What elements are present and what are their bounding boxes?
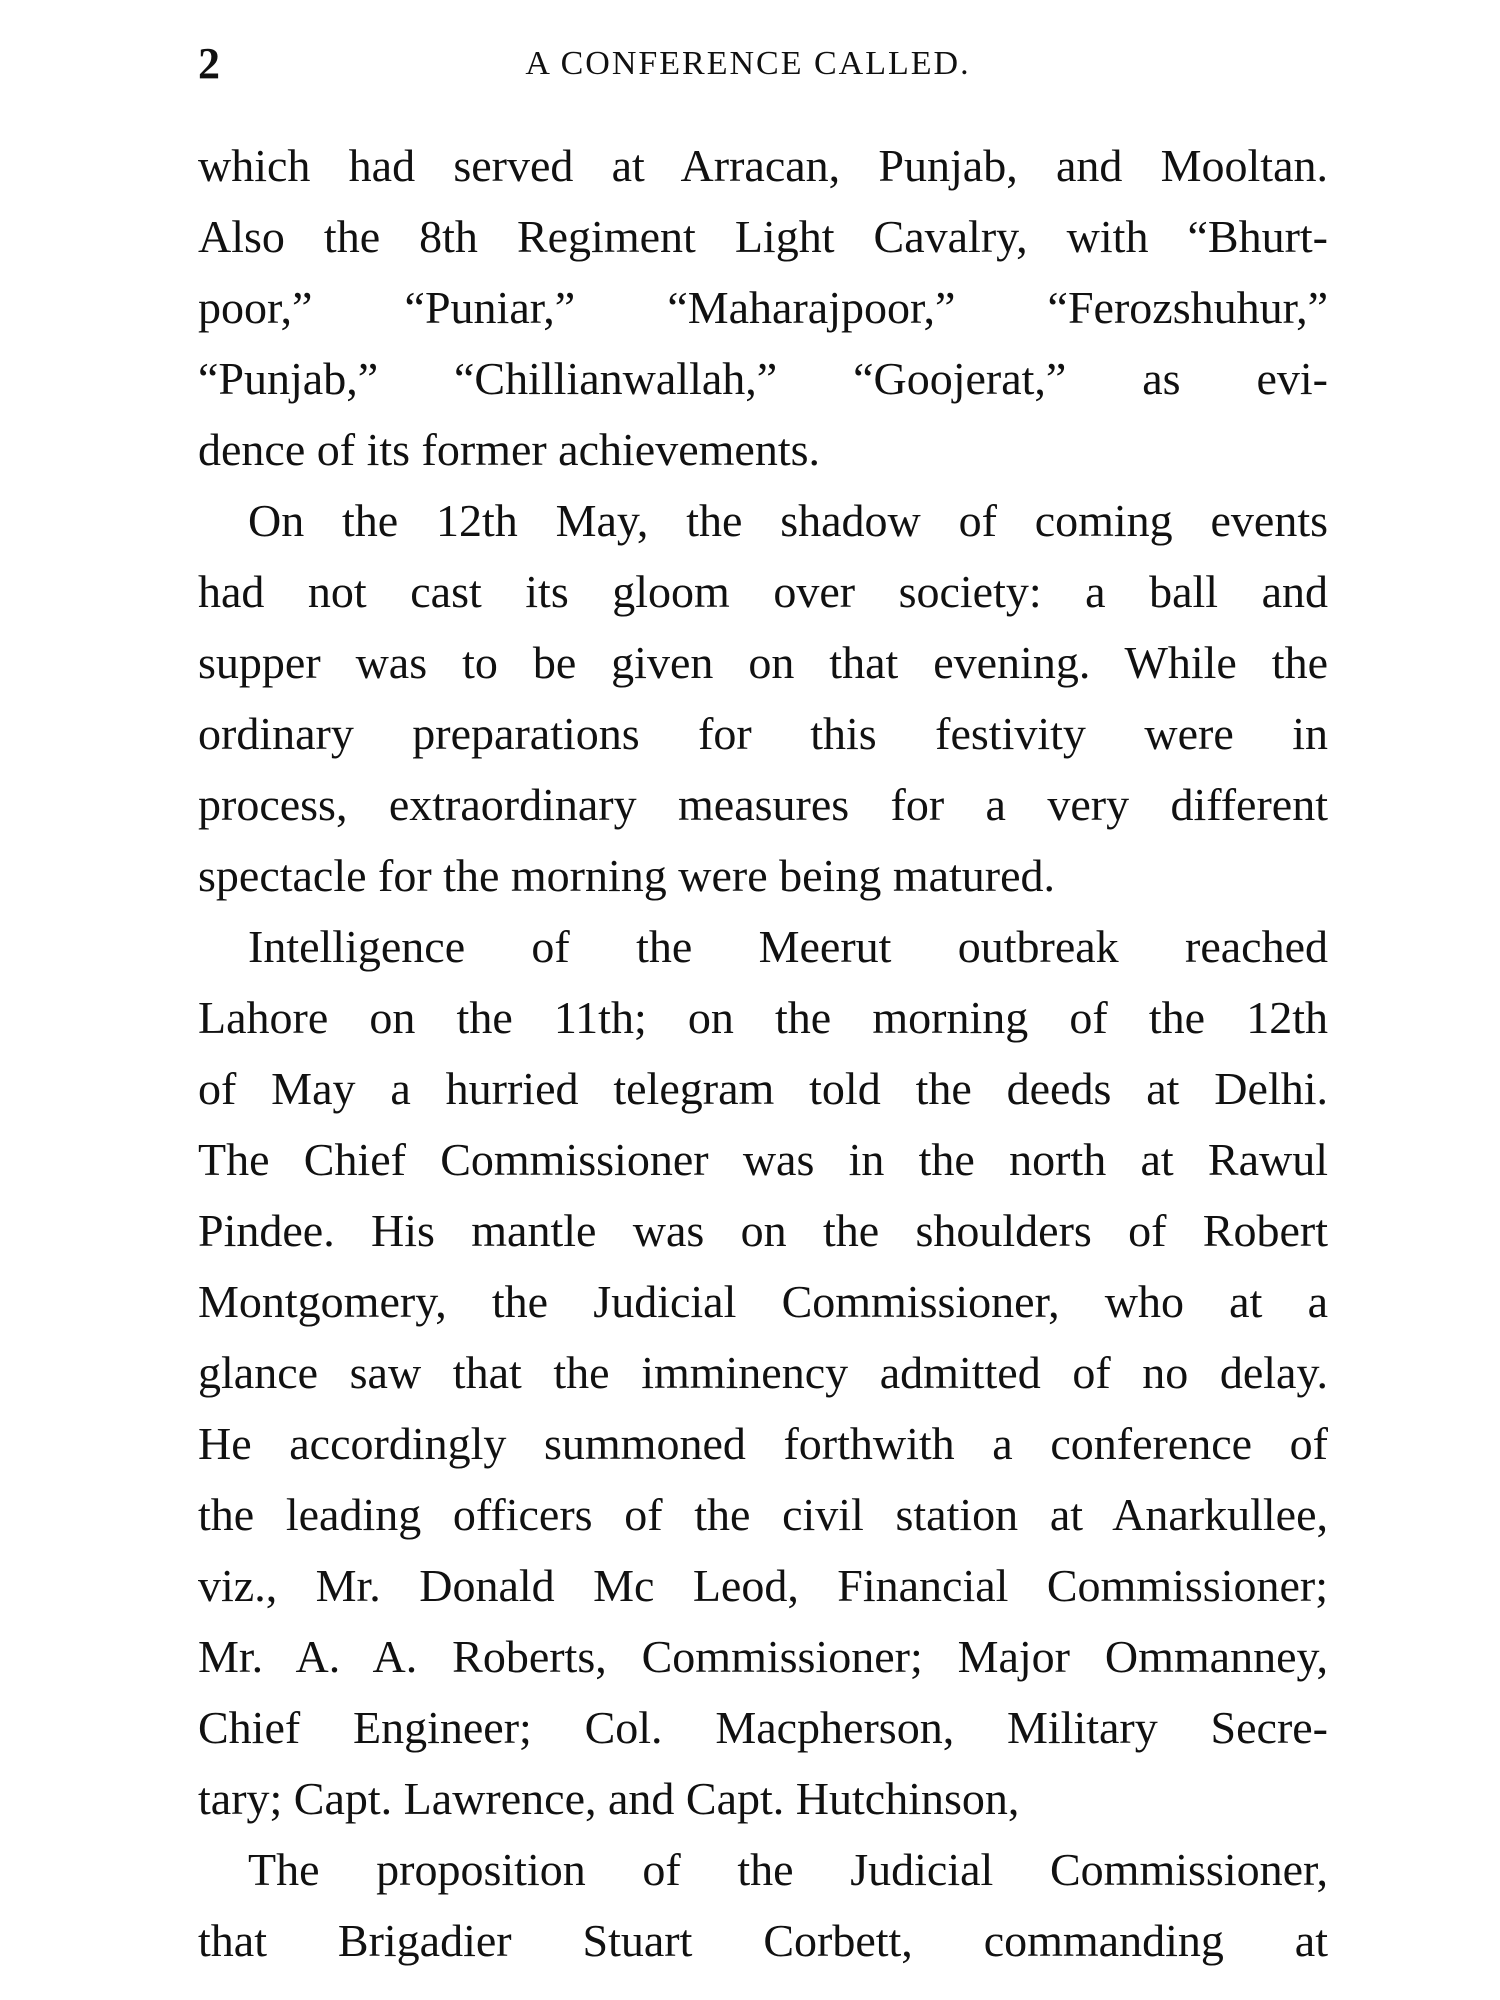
text-line: Chief Engineer; Col. Macpherson, Military Secre-: [198, 1702, 1328, 1753]
text-line: supper was to be given on that evening. While the: [198, 637, 1328, 688]
text-line: “Punjab,” “Chillianwallah,” “Goojerat,” as evi-: [198, 353, 1328, 404]
paragraph-start-line: The proposition of the Judicial Commissioner,: [248, 1844, 1328, 1895]
text-line: Pindee. His mantle was on the shoulders of Robert: [198, 1205, 1328, 1256]
text-line: that Brigadier Stuart Corbett, commanding at: [198, 1915, 1328, 1966]
text-line: Montgomery, the Judicial Commissioner, who at a: [198, 1276, 1328, 1327]
text-line: viz., Mr. Donald Mc Leod, Financial Commissioner;: [198, 1560, 1328, 1611]
text-line: of May a hurried telegram told the deeds at Delhi.: [198, 1063, 1328, 1114]
text-line: He accordingly summoned forthwith a conference of: [198, 1418, 1328, 1469]
text-line: poor,” “Puniar,” “Maharajpoor,” “Ferozshuhur,”: [198, 282, 1328, 333]
page-number: 2: [198, 39, 220, 88]
text-line: had not cast its gloom over society: a ball and: [198, 566, 1328, 617]
text-line: The Chief Commissioner was in the north at Rawul: [198, 1134, 1328, 1185]
text-line: spectacle for the morning were being matured.: [198, 850, 1056, 901]
text-line: which had served at Arracan, Punjab, and Mooltan.: [198, 140, 1328, 191]
body-text: [198, 130, 1328, 1976]
text-line: Lahore on the 11th; on the morning of the 12th: [198, 992, 1328, 1043]
text-line: glance saw that the imminency admitted of no delay.: [198, 1347, 1328, 1398]
text-line: dence of its former achievements.: [198, 424, 821, 475]
paragraph-start-line: Intelligence of the Meerut outbreak reached: [248, 921, 1328, 972]
text-line: tary; Capt. Lawrence, and Capt. Hutchinson,: [198, 1773, 1020, 1824]
running-head: [198, 34, 1328, 94]
text-line: Mr. A. A. Roberts, Commissioner; Major Ommanney,: [198, 1631, 1328, 1682]
text-line: the leading officers of the civil station at Anarkullee,: [198, 1489, 1328, 1540]
running-title: A CONFERENCE CALLED.: [525, 45, 971, 82]
paragraph-start-line: On the 12th May, the shadow of coming events: [248, 495, 1328, 546]
text-line: Also the 8th Regiment Light Cavalry, with “Bhurt-: [198, 211, 1328, 262]
text-line: ordinary preparations for this festivity were in: [198, 708, 1328, 759]
text-line: process, extraordinary measures for a very different: [198, 779, 1328, 830]
